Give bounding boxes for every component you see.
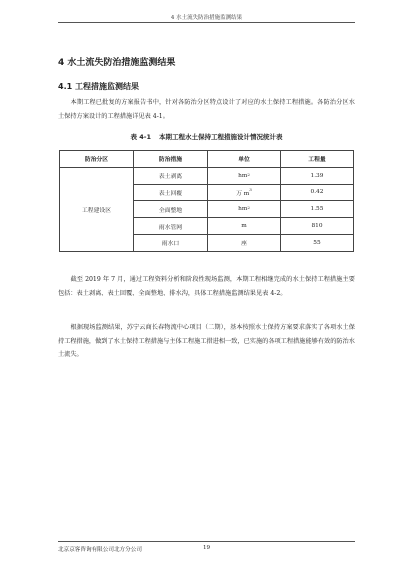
quantity-cell: 55 [281,234,354,251]
measure-cell: 表土回覆 [134,184,208,201]
table-header-row [60,151,354,168]
header-zone: 防治分区 [60,151,134,168]
subsection-title: 4.1 工程措施监测结果 [58,82,139,91]
table-row [60,167,354,184]
quantity-cell: 1.55 [281,201,354,218]
unit-cell: m [208,218,281,235]
footer-company: 北京京客咨询有限公司北方分公司 [58,547,142,553]
unit-cell: 座 [208,234,281,251]
unit-cell: $hm^2$ [208,167,281,184]
zone-cell: 工程建设区 [60,167,134,251]
measures-table [59,150,354,252]
measure-cell: 雨水管网 [134,218,208,235]
header-measure: 防治措施 [134,151,208,168]
section-title: 4 水土流失防治措施监测结果 [58,58,176,68]
measure-cell: 表土剥离 [134,167,208,184]
page-number: 19 [203,545,211,551]
unit-cell: 万 $m^3$ [208,184,281,201]
measure-cell: 全面整地 [134,201,208,218]
quantity-cell: 1.39 [281,167,354,184]
quantity-cell: 810 [281,218,354,235]
footer-rule [58,541,355,542]
intro-paragraph: 本期工程已批复的方案报告书中，针对各防治分区特点设计了对应的水土保持工程措施。各防治分区水土保持方案设计的工程措施详见表 4-1。 [58,99,355,120]
table-title: 本期工程水土保持工程措施设计情况统计表 [159,133,283,141]
table-number: 表 4-1 [130,133,151,141]
unit-cell: $hm^2$ [208,201,281,218]
progress-paragraph: 截至 2019 年 7 月，通过工程资料分析和阶段性现场监测，本期工程相继完成的水土保持工程措施主要包括：表土剥离、表土回覆、全面整地、排水沟，具体工程措施监测结果见表 4-2。 [58,276,355,297]
conclusion-paragraph: 根据现场监测结果，苏宁云商长春物流中心项目（二期），基本按照水土保持方案要求落实了各项水土保持工程措施，做到了水土保持工程措施与主体工程施工措进相一致，已实施的各项工程措施能够有效的防治水土流失。 [58,324,355,358]
quantity-cell: 0.42 [281,184,354,201]
header-unit: 单位 [208,151,281,168]
header-quantity: 工程量 [281,151,354,168]
measure-cell: 雨水口 [134,234,208,251]
header-rule [58,22,355,23]
running-header: 4 水土流失防治措施监测结果 [170,15,243,21]
table-caption [0,132,413,141]
